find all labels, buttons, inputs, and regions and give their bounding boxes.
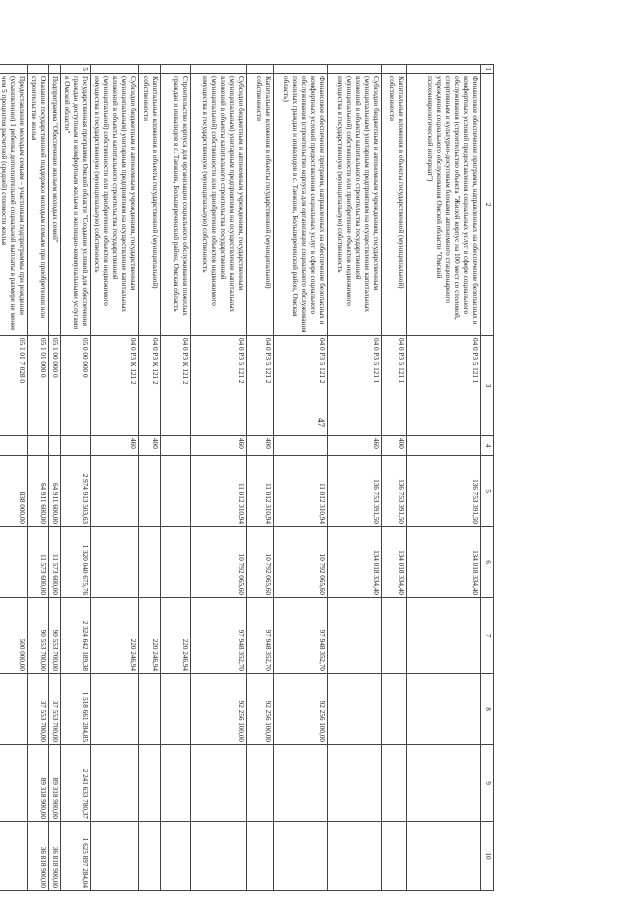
col-header: 8 (481, 674, 494, 745)
amount-col7-cell: 220 246,94 (139, 598, 161, 674)
amount-col9-cell (139, 745, 161, 822)
page-number: 47 (316, 418, 326, 427)
expense-type-cell (28, 436, 49, 456)
section-cell (161, 65, 191, 74)
amount-col6-cell (0, 527, 28, 598)
amount-col10-cell (91, 822, 139, 891)
amount-col5-cell: 136 753 391,50 (382, 456, 407, 527)
target-code-cell: 04 0 Р3 5 121 2 (247, 336, 274, 436)
amount-col10-cell (191, 822, 247, 891)
amount-col7-cell: 97 948 352,70 (191, 598, 247, 674)
amount-col7-cell: 90 553 700,00 (28, 598, 49, 674)
amount-col5-cell: 11 012 310,94 (191, 456, 247, 527)
expense-type-cell (0, 436, 28, 456)
amount-col5-cell: 64 911 600,00 (28, 456, 49, 527)
col-header: 4 (481, 436, 494, 456)
col-header: 6 (481, 527, 494, 598)
amount-col5-cell: 136 753 391,50 (328, 456, 382, 527)
description-cell: Капитальные вложения в объекты государственной (муниципальной) собственности (382, 74, 407, 336)
amount-col7-cell (382, 598, 407, 674)
amount-col5-cell: 11 012 310,94 (274, 456, 328, 527)
target-code-cell: 04 0 Р3 К 121 2 (161, 336, 191, 436)
description-cell: Предоставление молодым семьям – участникам подпрограммы при рождении (усыновлении) 1 ребенка дополнительной социальной выплаты в размере не менее чем 5 процентов расчетной (средней) стоимости жилья (0, 74, 28, 336)
section-cell (49, 65, 61, 74)
amount-col9-cell (191, 745, 247, 822)
table-row (49, 65, 61, 891)
section-cell: 5 (61, 65, 91, 74)
description-cell: Субсидии бюджетным и автономным учреждениям, государственным (муниципальным) унитарным предприятиям на осуществление капитальных вложений в объекты капитального строительства государственной (муниципальной) собственности или приобретение объектов недвижимого имущества в государственную (муниципальную) собственность (328, 74, 382, 336)
amount-col7-cell: 97 948 352,70 (247, 598, 274, 674)
rotated-table (0, 64, 494, 890)
amount-col9-cell: 89 318 900,00 (28, 745, 49, 822)
description-cell: Капитальные вложения в объекты государственной (муниципальной) собственности (247, 74, 274, 336)
col-header: 7 (481, 598, 494, 674)
table-row (139, 65, 161, 891)
table-row (274, 65, 328, 891)
table-row (91, 65, 139, 891)
amount-col8-cell (161, 674, 191, 745)
amount-col5-cell: 838 000,00 (0, 456, 28, 527)
section-cell (28, 65, 49, 74)
amount-col7-cell: 97 948 352,70 (274, 598, 328, 674)
amount-col8-cell: 92 256 100,00 (274, 674, 328, 745)
expense-type-cell: 460 (191, 436, 247, 456)
description-cell: Оказание государственной поддержки молодым семьям при приобретении или строительстве жилья (28, 74, 49, 336)
description-cell: Подпрограмма "Обеспечение жильем молодых семей" (49, 74, 61, 336)
description-cell: Государственная программа Омской области "Создание условий для обеспечения граждан доступным и комфортным жильем и жилищно-коммунальными услугами в Омской области" (61, 74, 91, 336)
target-code-cell: 05 1 00 000 0 (49, 336, 61, 436)
budget-table (0, 64, 494, 891)
target-code-cell: 04 0 Р3 5 121 2 (274, 336, 328, 436)
amount-col9-cell (247, 745, 274, 822)
table-row (328, 65, 382, 891)
table-row (0, 65, 28, 891)
description-cell: Субсидии бюджетным и автономным учреждениям, государственным (муниципальным) унитарным предприятиям на осуществление капитальных вложений в объекты капитального строительства государственной (муниципальной) собственности или приобретение объектов недвижимого имущества в государственную (муниципальную) собственность (191, 74, 247, 336)
amount-col6-cell (91, 527, 139, 598)
target-code-cell: 04 0 Р3 5 121 1 (382, 336, 407, 436)
expense-type-cell (161, 436, 191, 456)
description-cell: Финансовое обеспечение программ, направленных на обеспечение безопасных и комфортных условий предоставления социальных услуг в сфере социального обслуживания (строительство объекта "Жилой корпус на 100 мест со столовой, спортивным и культурно-досуговым блоками автономного стационарного учреждения социального обслуживания Омской области "Омский психоневрологический интернат") (407, 74, 481, 336)
amount-col6-cell (139, 527, 161, 598)
amount-col6-cell: 1 320 040 675,76 (61, 527, 91, 598)
amount-col10-cell (407, 822, 481, 891)
amount-col6-cell: 134 018 334,40 (328, 527, 382, 598)
amount-col6-cell: 10 792 065,60 (247, 527, 274, 598)
col-header: 3 (481, 336, 494, 436)
description-cell: Финансовое обеспечение программ, направленных на обеспечение безопасных и комфортных условий предоставления социальных услуг в сфере социального обслуживания (строительство корпуса для организации социального обслуживания пожилых граждан и инвалидов в с. Таежник, Большереченский район, Омская область) (274, 74, 328, 336)
amount-col6-cell: 134 018 334,40 (407, 527, 481, 598)
amount-col8-cell: 92 256 100,00 (247, 674, 274, 745)
amount-col9-cell (91, 745, 139, 822)
amount-col8-cell: 1 518 661 284,85 (61, 674, 91, 745)
col-header: 2 (481, 74, 494, 336)
description-cell: Капитальные вложения в объекты государственной (муниципальной) собственности (139, 74, 161, 336)
amount-col6-cell: 10 792 065,60 (191, 527, 247, 598)
amount-col5-cell (139, 456, 161, 527)
amount-col5-cell: 64 911 600,00 (49, 456, 61, 527)
amount-col7-cell: 500 000,00 (0, 598, 28, 674)
amount-col7-cell (407, 598, 481, 674)
amount-col10-cell (382, 822, 407, 891)
amount-col6-cell: 11 573 600,00 (28, 527, 49, 598)
amount-col8-cell (139, 674, 161, 745)
amount-col10-cell (247, 822, 274, 891)
amount-col7-cell (328, 598, 382, 674)
expense-type-cell: 400 (247, 436, 274, 456)
amount-col8-cell (407, 674, 481, 745)
target-code-cell: 05 0 00 000 0 (61, 336, 91, 436)
table-row (247, 65, 274, 891)
col-header: 5 (481, 456, 494, 527)
expense-type-cell: 400 (382, 436, 407, 456)
table-row (161, 65, 191, 891)
amount-col10-cell: 36 818 900,00 (49, 822, 61, 891)
amount-col10-cell: 36 818 900,00 (28, 822, 49, 891)
description-cell: Субсидии бюджетным и автономным учреждениям, государственным (муниципальным) унитарным предприятиям на осуществление капитальных вложений в объекты капитального строительства государственной (муниципальной) собственности или приобретение объектов недвижимого имущества в государственную (муниципальную) собственность (91, 74, 139, 336)
expense-type-cell: 400 (139, 436, 161, 456)
amount-col8-cell: 37 553 700,00 (28, 674, 49, 745)
expense-type-cell: 460 (91, 436, 139, 456)
section-cell (139, 65, 161, 74)
amount-col10-cell (139, 822, 161, 891)
col-header: 1 (481, 65, 494, 74)
amount-col7-cell: 90 553 700,00 (49, 598, 61, 674)
amount-col10-cell (274, 822, 328, 891)
amount-col6-cell: 10 792 065,60 (274, 527, 328, 598)
amount-col5-cell: 136 753 391,50 (407, 456, 481, 527)
header-row (481, 65, 494, 891)
amount-col6-cell: 134 018 334,40 (382, 527, 407, 598)
table-row (61, 65, 91, 891)
target-code-cell: 04 0 Р3 К 121 2 (139, 336, 161, 436)
amount-col5-cell: 11 012 310,94 (247, 456, 274, 527)
table-row (191, 65, 247, 891)
amount-col6-cell: 11 573 600,00 (49, 527, 61, 598)
amount-col9-cell (382, 745, 407, 822)
amount-col5-cell: 2 974 913 503,63 (61, 456, 91, 527)
col-header: 9 (481, 745, 494, 822)
target-code-cell: 04 0 Р3 К 121 2 (91, 336, 139, 436)
amount-col8-cell: 37 553 700,00 (49, 674, 61, 745)
col-header: 10 (481, 822, 494, 891)
budget-table-container (0, 64, 494, 890)
section-cell (0, 65, 28, 74)
amount-col8-cell (382, 674, 407, 745)
amount-col9-cell (328, 745, 382, 822)
section-cell (91, 65, 139, 74)
amount-col7-cell: 220 246,94 (161, 598, 191, 674)
amount-col10-cell: 1 625 897 284,04 (61, 822, 91, 891)
section-cell (247, 65, 274, 74)
amount-col9-cell (161, 745, 191, 822)
amount-col8-cell (328, 674, 382, 745)
target-code-cell: 04 0 Р3 5 121 1 (407, 336, 481, 436)
amount-col8-cell (91, 674, 139, 745)
expense-type-cell (407, 436, 481, 456)
amount-col10-cell (0, 822, 28, 891)
amount-col6-cell (161, 527, 191, 598)
amount-col9-cell (274, 745, 328, 822)
section-cell (382, 65, 407, 74)
section-cell (328, 65, 382, 74)
amount-col7-cell: 2 324 642 189,38 (61, 598, 91, 674)
target-code-cell: 04 0 Р3 5 121 2 (191, 336, 247, 436)
amount-col9-cell: 89 318 900,00 (49, 745, 61, 822)
amount-col10-cell (328, 822, 382, 891)
target-code-cell: 04 0 Р3 5 121 1 (328, 336, 382, 436)
target-code-cell: 05 1 01 7 028 0 (0, 336, 28, 436)
description-cell: Строительство корпуса для организации социального обслуживания пожилых граждан и инвалидов в с. Таежник, Большереченский район, Омская область (161, 74, 191, 336)
section-cell (274, 65, 328, 74)
table-row (28, 65, 49, 891)
amount-col7-cell: 220 246,94 (91, 598, 139, 674)
amount-col8-cell: 92 256 100,00 (191, 674, 247, 745)
expense-type-cell (49, 436, 61, 456)
table-row (382, 65, 407, 891)
amount-col5-cell (161, 456, 191, 527)
amount-col8-cell (0, 674, 28, 745)
target-code-cell: 05 1 01 000 0 (28, 336, 49, 436)
amount-col9-cell: 2 241 633 780,37 (61, 745, 91, 822)
expense-type-cell (61, 436, 91, 456)
section-cell (191, 65, 247, 74)
amount-col10-cell (161, 822, 191, 891)
expense-type-cell: 460 (328, 436, 382, 456)
amount-col9-cell (0, 745, 28, 822)
expense-type-cell (274, 436, 328, 456)
table-row (407, 65, 481, 891)
section-cell (407, 65, 481, 74)
amount-col5-cell (91, 456, 139, 527)
amount-col9-cell (407, 745, 481, 822)
